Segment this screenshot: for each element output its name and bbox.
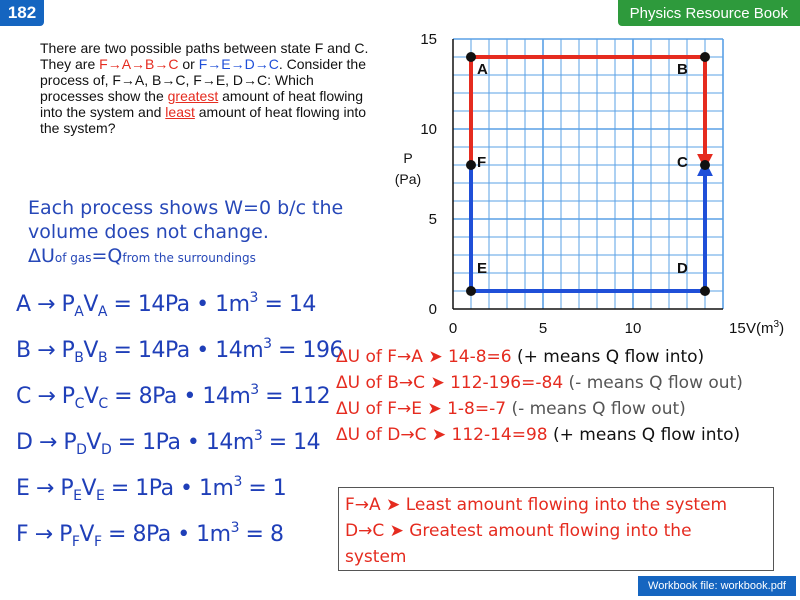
x-tick-label: 5 [538,320,548,337]
page-number-badge: 182 [0,0,44,26]
answer-line-2: D→C ➤ Greatest amount flowing into the [345,521,692,541]
x-axis-label: $V(m^3)$ [746,319,785,337]
equation-e: $E \to P_EV_E = 1Pa$ • $1m^3 = 1$ [16,474,287,504]
y-axis-label-bottom: (Pa) [394,171,422,187]
du-line-dc: ΔU of D→C ➤ 112-14=98 (+ means Q flow into) [336,425,741,445]
workbook-file-footer: Workbook file: workbook.pdf [638,576,796,596]
question-part-1: There are two possible paths between state F and C. They are [40,40,369,72]
state-label-c: C [677,154,688,171]
note-line-2: volume does not change. [28,221,269,243]
equals-q: =Q [91,245,123,267]
path-red-label: F→A→B→C [99,56,179,72]
equation-f: $F \to P_FV_F = 8Pa$ • $1m^3 = 8$ [16,520,284,550]
y-tick-label: 0 [428,301,437,318]
y-tick-label: 10 [420,121,437,138]
blue-path-fedc [471,165,705,291]
equation-c: $C \to P_CV_C = 8Pa$ • $14m^3 = 112$ [16,382,331,412]
y-tick-label: 5 [428,211,437,228]
answer-box [338,487,774,571]
work-note [28,196,348,270]
x-tick-label: 0 [448,320,458,337]
greatest-word: greatest [167,88,219,104]
question-or: or [178,56,199,72]
book-title-tag: Physics Resource Book [618,0,800,26]
chart-paths [471,57,705,291]
state-point-b [700,52,710,62]
du-line-fe: ΔU of F→E ➤ 1-8=-7 (- means Q flow out) [336,399,686,419]
least-word: least [165,104,195,120]
question-text [40,40,370,136]
equation-a: $A \to P_AV_A = 14Pa$ • $1m^3 = 14$ [16,290,316,320]
state-label-b: B [677,61,688,78]
x-axis-edge-label: 15 [729,320,746,337]
delta-u-symbol: ΔU [28,245,55,267]
x-tick-label: 10 [624,320,642,337]
y-tick-label: 15 [420,31,437,48]
path-blue-label: F→E→D→C [198,56,279,72]
note-line-3 [28,244,348,270]
pv-chart [380,20,800,350]
du-line-bc: ΔU of B→C ➤ 112-196=-84 (- means Q flow out) [336,373,743,393]
from-surroundings-sub: from the surroundings [122,251,256,265]
answer-line-3: system [345,547,407,567]
question-part-4: amount of heat flowing into the system? [40,104,367,136]
state-label-f: F [477,154,487,171]
state-label-a: A [477,61,488,78]
equation-b: $B \to P_BV_B = 14Pa$ • $14m^3 = 196$ [16,336,343,366]
y-axis-label-top: P [403,150,413,166]
question-part-2: . Consider the process of, F→A, B→C, F→E, D→C: Which processes show the [40,56,367,104]
state-label-e: E [477,260,488,277]
note-line-1: Each process shows W=0 b/c the [28,197,344,219]
question-part-3: amount of heat flowing into the system and [40,88,363,120]
state-point-c [700,160,710,170]
delta-u-list [336,344,743,448]
chart-points [466,52,710,296]
state-point-f [466,160,476,170]
of-gas-sub: of gas [54,251,92,265]
answer-line-1: F→A ➤ Least amount flowing into the system [345,495,728,515]
state-point-a [466,52,476,62]
equation-d: $D \to P_DV_D = 1Pa$ • $14m^3 = 14$ [16,428,321,458]
state-label-d: D [677,260,688,277]
state-point-e [466,286,476,296]
du-line-fa: ΔU of F→A ➤ 14-8=6 (+ means Q flow into) [336,347,705,367]
state-point-d [700,286,710,296]
